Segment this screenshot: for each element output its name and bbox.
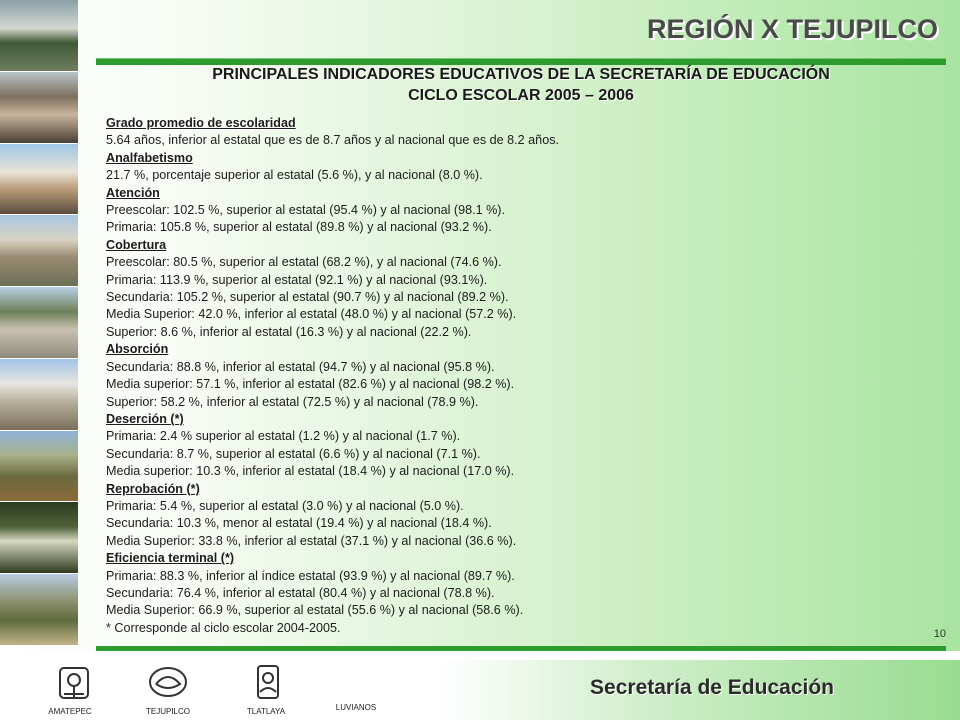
page-number: 10 [933, 628, 946, 640]
indicator-line: Preescolar: 102.5 %, superior al estatal (95.4 %) y al nacional (98.1 %). [106, 203, 506, 218]
heading-line-1: PRINCIPALES INDICADORES EDUCATIVOS DE LA SECRETARÍA DE EDUCACIÓN [212, 66, 830, 83]
indicator-line: 21.7 %, porcentaje superior al estatal (5.6 %), y al nacional (8.0 %). [106, 168, 483, 183]
indicator-line: Media Superior: 66.9 %, superior al estatal (55.6 %) y al nacional (58.6 %). [106, 603, 524, 618]
section-analfabetismo [106, 150, 626, 185]
indicator-line: Secundaria: 8.7 %, superior al estatal (6.6 %) y al nacional (7.1 %). [106, 446, 481, 461]
building-photo [0, 144, 78, 216]
section-escolaridad [106, 115, 626, 150]
mountain-photo [0, 574, 78, 646]
tlatlaya-emblem-icon [246, 662, 290, 704]
municipality-label: AMATEPEC [48, 707, 92, 716]
section-title: Analfabetismo [106, 150, 193, 165]
section-absorcion [106, 341, 626, 411]
footnote: * Corresponde al ciclo escolar 2004-2005. [106, 620, 341, 635]
indicator-line: Superior: 8.6 %, inferior al estatal (16.3 %) y al nacional (22.2 %). [106, 324, 472, 339]
section-desercion [106, 411, 626, 481]
indicator-line: Media superior: 10.3 %, inferior al estatal (18.4 %) y al nacional (17.0 %). [106, 464, 515, 479]
municipality-label: TLATLAYA [246, 707, 286, 716]
section-atencion [106, 185, 626, 237]
indicator-line: Secundaria: 10.3 %, menor al estatal (19.4 %) y al nacional (18.4 %). [106, 516, 492, 531]
amatepec-emblem-icon [52, 662, 96, 704]
section-cobertura [106, 237, 626, 341]
section-title: Deserción (*) [106, 411, 184, 426]
section-eficiencia [106, 550, 626, 620]
tejupilco-emblem-icon [146, 662, 190, 704]
section-title: Eficiencia terminal (*) [106, 551, 235, 566]
indicator-line: Superior: 58.2 %, inferior al estatal (72.5 %) y al nacional (78.9 %). [106, 394, 479, 409]
section-title: Grado promedio de escolaridad [106, 116, 296, 130]
indicator-line: Media Superior: 33.8 %, inferior al estatal (37.1 %) y al nacional (36.6 %). [106, 533, 517, 548]
section-title: Cobertura [106, 237, 167, 252]
section-title: Reprobación (*) [106, 481, 200, 496]
landscape-photo [0, 0, 78, 72]
hills-photo [0, 431, 78, 503]
heading-line-2: CICLO ESCOLAR 2005 – 2006 [408, 87, 634, 104]
indicator-line: Secundaria: 105.2 %, superior al estatal (90.7 %) y al nacional (89.2 %). [106, 290, 509, 305]
plaza-photo [0, 72, 78, 144]
municipality-label: TEJUPILCO [145, 707, 190, 716]
indicator-line: Media superior: 57.1 %, inferior al estatal (82.6 %) y al nacional (98.2 %). [106, 377, 515, 392]
indicators-body [106, 115, 626, 637]
indicator-line: Secundaria: 76.4 %, inferior al estatal (80.4 %) y al nacional (78.8 %). [106, 585, 495, 600]
region-title: REGIÓN X TEJUPILCO [646, 14, 938, 44]
section-title: Atención [106, 185, 160, 200]
section-title: Absorción [106, 342, 169, 357]
town-square-photo [0, 359, 78, 431]
photo-strip [0, 0, 78, 646]
indicator-line: Primaria: 5.4 %, superior al estatal (3.0 %) y al nacional (5.0 %). [106, 498, 464, 513]
cave-photo [0, 502, 78, 574]
church-photo [0, 215, 78, 287]
indicator-line: Primaria: 113.9 %, superior al estatal (92.1 %) y al nacional (93.1%). [106, 272, 488, 287]
town-photo [0, 287, 78, 359]
section-reprobacion [106, 481, 626, 551]
footer-title: Secretaría de Educación [590, 676, 834, 699]
indicator-line: Preescolar: 80.5 %, superior al estatal (68.2 %), y al nacional (74.6 %). [106, 255, 502, 270]
municipality-label: LUVIANOS [335, 703, 377, 712]
slide-heading [96, 64, 946, 106]
indicator-line: 5.64 años, inferior al estatal que es de 8.7 años y al nacional que es de 8.2 años. [106, 133, 559, 148]
indicator-line: Media Superior: 42.0 %, inferior al estatal (48.0 %) y al nacional (57.2 %). [106, 307, 517, 322]
indicator-line: Primaria: 88.3 %, inferior al índice estatal (93.9 %) y al nacional (89.7 %). [106, 568, 515, 583]
indicator-line: Primaria: 2.4 % superior al estatal (1.2 %) y al nacional (1.7 %). [106, 429, 461, 444]
indicator-line: Secundaria: 88.8 %, inferior al estatal (94.7 %) y al nacional (95.8 %). [106, 359, 495, 374]
indicator-line: Primaria: 105.8 %, superior al estatal (89.8 %) y al nacional (93.2 %). [106, 220, 492, 235]
